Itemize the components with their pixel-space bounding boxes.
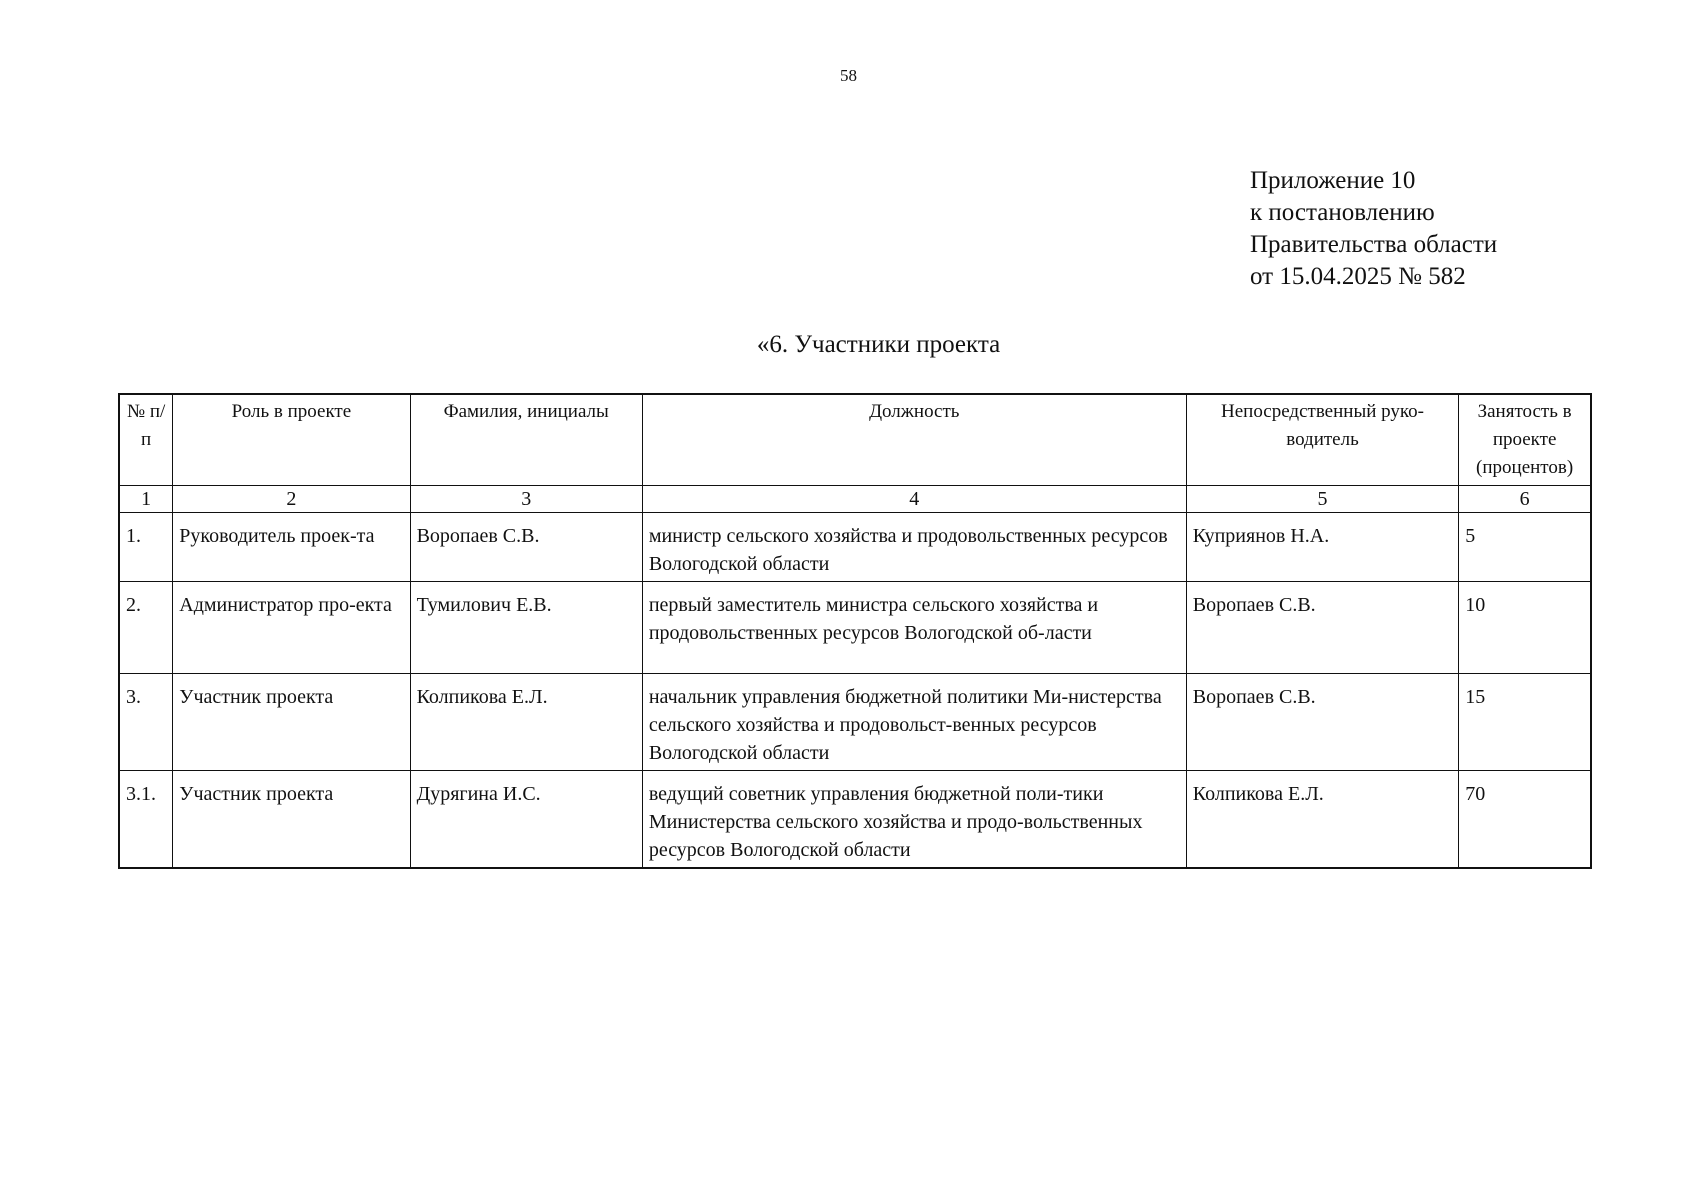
cell-supervisor: Воропаев С.В. <box>1186 582 1458 674</box>
cell-load: 10 <box>1459 582 1591 674</box>
column-number: 5 <box>1186 486 1458 513</box>
cell-number: 1. <box>119 513 173 582</box>
cell-number: 3.1. <box>119 771 173 869</box>
cell-position: ведущий советник управления бюджетной поли-тики Министерства сельского хозяйства и продо-вольственных ресурсов Вологодской области <box>642 771 1186 869</box>
table-row <box>119 513 1591 582</box>
annex-line: Приложение 10 <box>1250 167 1416 194</box>
cell-supervisor: Воропаев С.В. <box>1186 674 1458 771</box>
cell-name: Воропаев С.В. <box>410 513 642 582</box>
column-number: 6 <box>1459 486 1591 513</box>
column-number-row <box>119 486 1591 513</box>
annex-block <box>1250 165 1497 293</box>
table-row <box>119 582 1591 674</box>
header-role: Роль в проекте <box>173 394 410 486</box>
cell-position: министр сельского хозяйства и продовольственных ресурсов Вологодской области <box>642 513 1186 582</box>
column-number: 3 <box>410 486 642 513</box>
cell-load: 5 <box>1459 513 1591 582</box>
table-header-row <box>119 394 1591 486</box>
header-number: № п/п <box>119 394 173 486</box>
cell-position: первый заместитель министра сельского хозяйства и продовольственных ресурсов Вологодской об-ласти <box>642 582 1186 674</box>
cell-supervisor: Колпикова Е.Л. <box>1186 771 1458 869</box>
cell-role: Участник проекта <box>173 674 410 771</box>
cell-number: 2. <box>119 582 173 674</box>
page-number: 58 <box>840 66 857 85</box>
header-position: Должность <box>642 394 1186 486</box>
cell-load: 70 <box>1459 771 1591 869</box>
annex-line: к постановлению <box>1250 199 1435 226</box>
header-supervisor: Непосредственный руко-водитель <box>1186 394 1458 486</box>
column-number: 4 <box>642 486 1186 513</box>
column-number: 1 <box>119 486 173 513</box>
cell-position: начальник управления бюджетной политики Ми-нистерства сельского хозяйства и продовольст-венных ресурсов Вологодской области <box>642 674 1186 771</box>
header-name: Фамилия, инициалы <box>410 394 642 486</box>
cell-role: Руководитель проек-та <box>173 513 410 582</box>
cell-load: 15 <box>1459 674 1591 771</box>
table-row <box>119 771 1591 869</box>
participants-table <box>118 393 1592 869</box>
header-load: Занятость в проекте (процентов) <box>1459 394 1591 486</box>
cell-name: Колпикова Е.Л. <box>410 674 642 771</box>
cell-supervisor: Куприянов Н.А. <box>1186 513 1458 582</box>
section-title: «6. Участники проекта <box>756 331 1001 358</box>
cell-number: 3. <box>119 674 173 771</box>
cell-name: Тумилович Е.В. <box>410 582 642 674</box>
cell-name: Дурягина И.С. <box>410 771 642 869</box>
cell-role: Участник проекта <box>173 771 410 869</box>
column-number: 2 <box>173 486 410 513</box>
cell-role: Администратор про-екта <box>173 582 410 674</box>
annex-line: Правительства области <box>1250 231 1498 258</box>
table-row <box>119 674 1591 771</box>
annex-line: от 15.04.2025 № 582 <box>1250 263 1466 290</box>
